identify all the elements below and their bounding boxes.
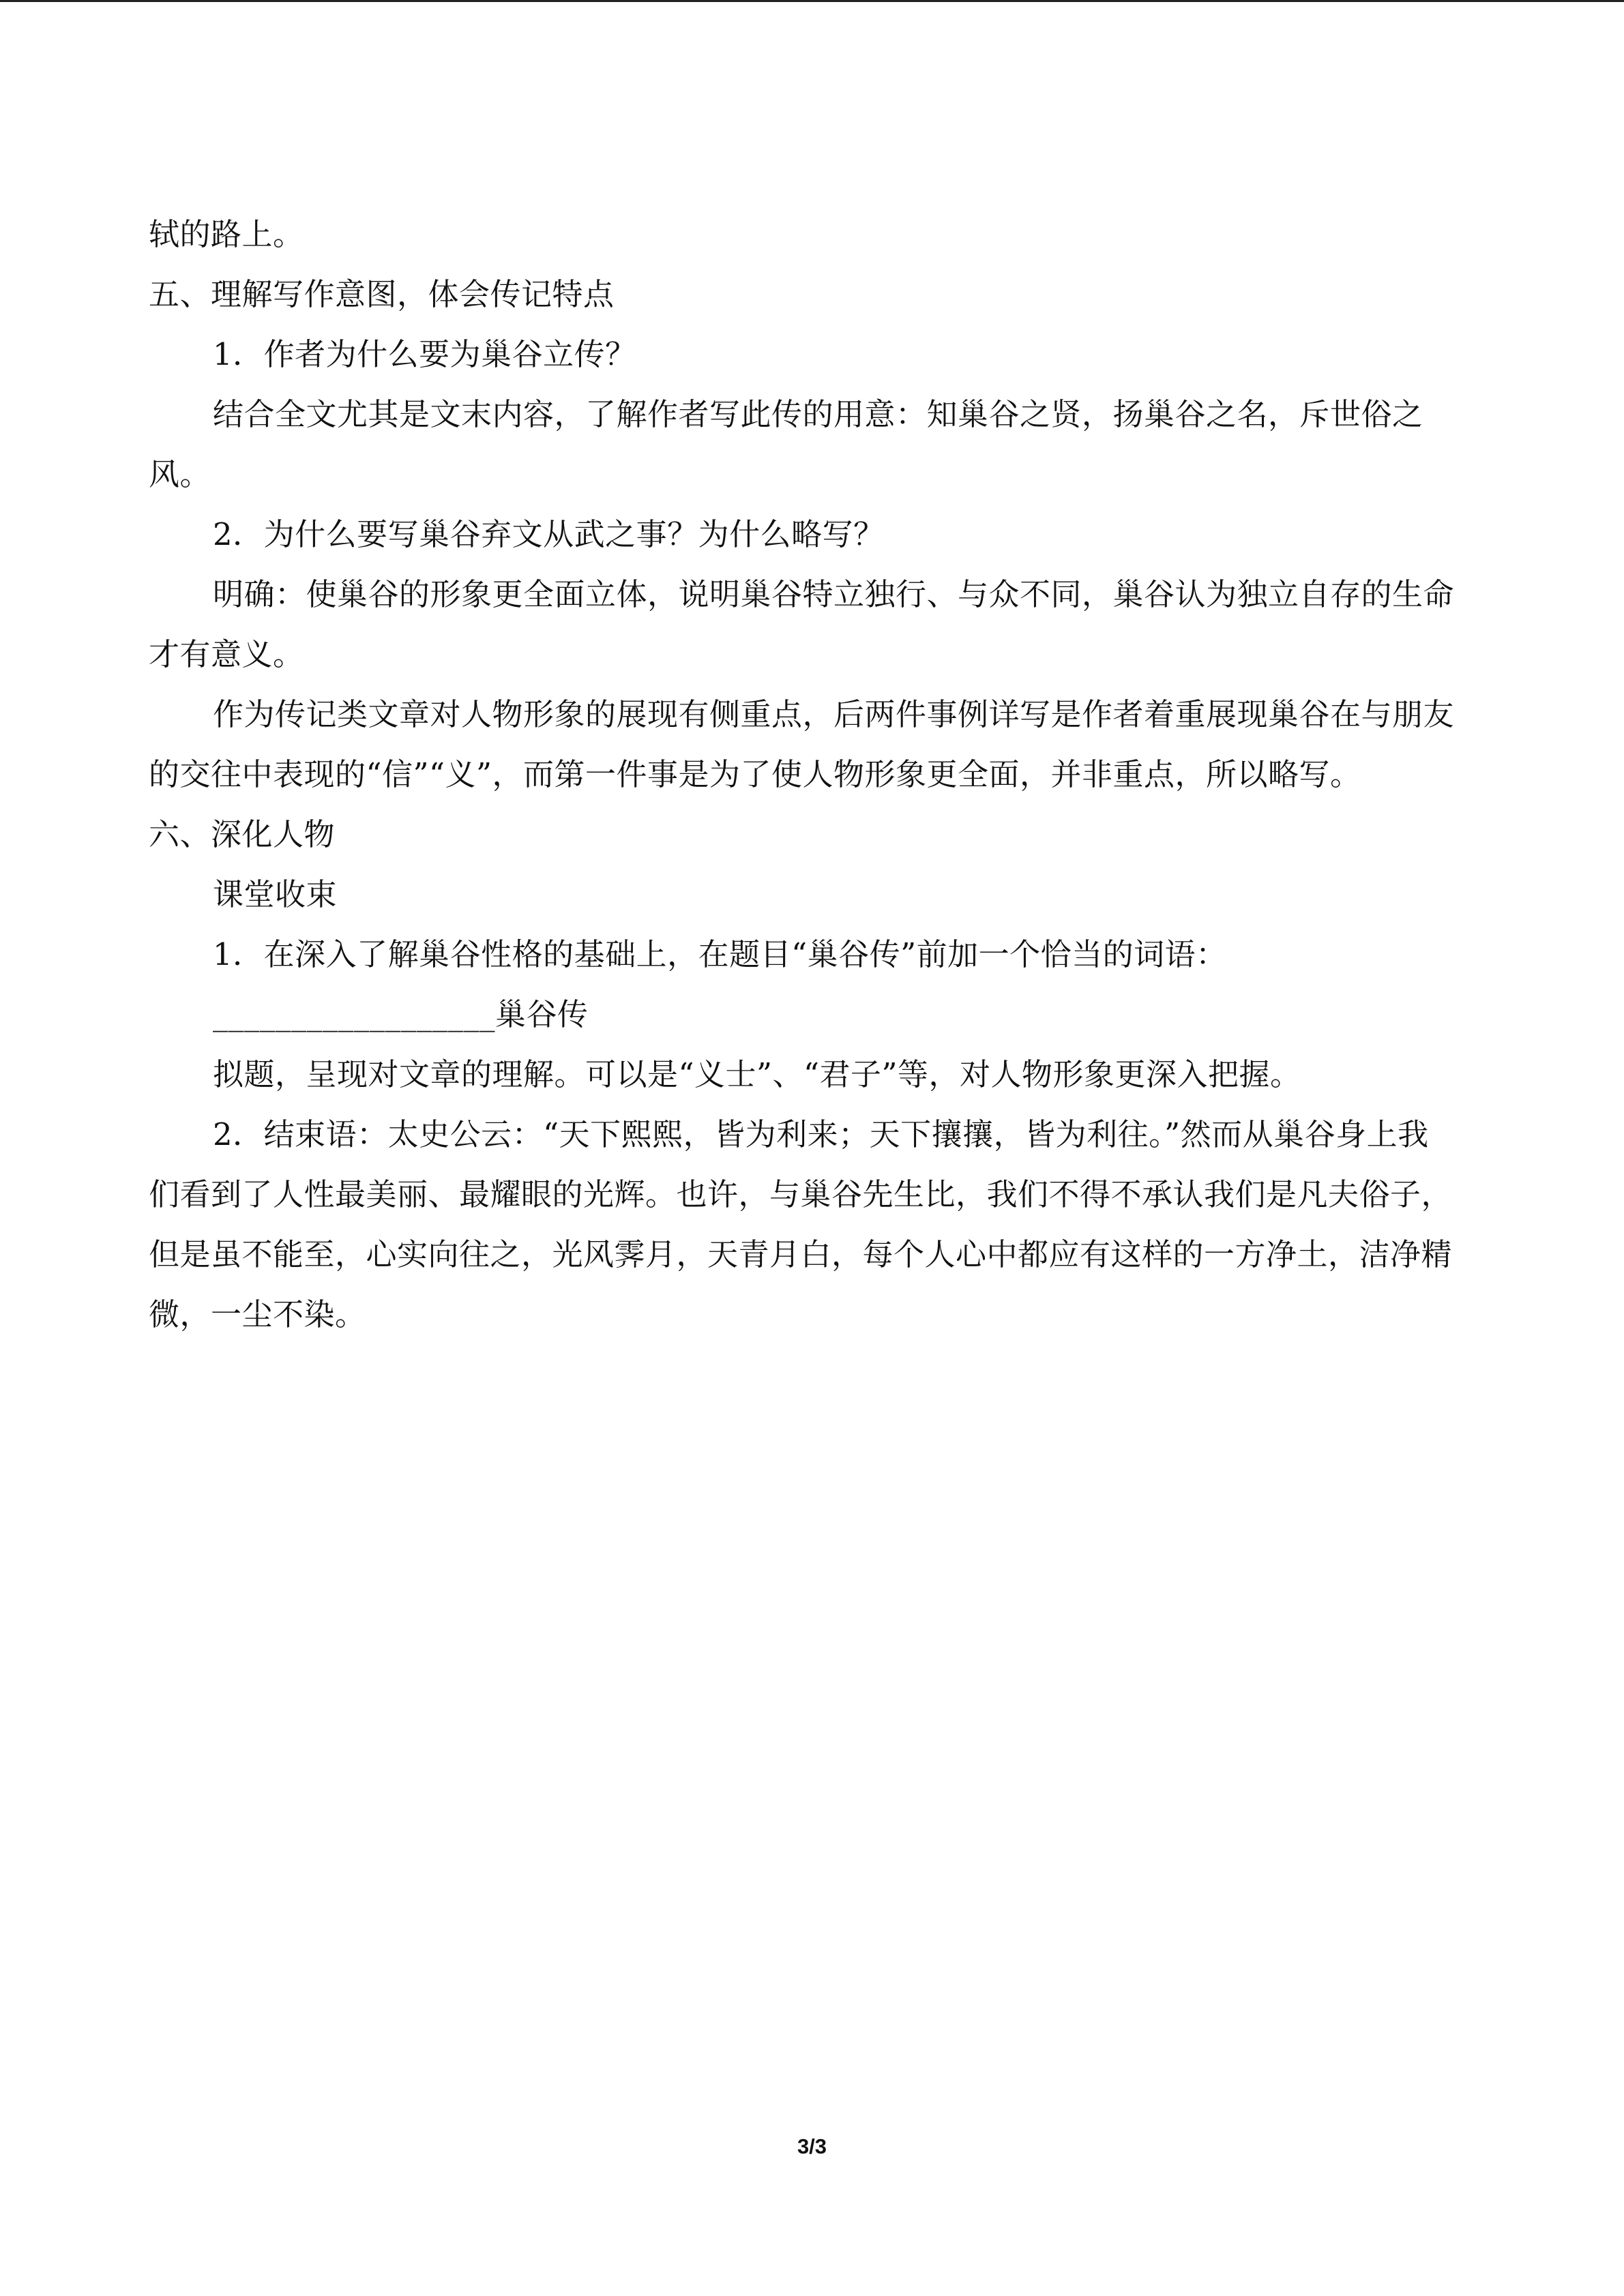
section-heading-5: 五、理解写作意图，体会传记特点 xyxy=(149,276,615,312)
answer-2-detail: 作为传记类文章对人物形象的展现有侧重点，后两件事例详写是作者着重展现巢谷在与朋友的交往中表现的“信”“义”，而第一件事是为了使人物形象更全面，并非重点，所以略写。 xyxy=(149,696,1455,792)
closing-remarks: 2．结束语：太史公云：“天下熙熙，皆为利来；天下攘攘，皆为利往。”然而从巢谷身上我们看到了人性最美丽、最耀眼的光辉。也许，与巢谷先生比，我们不得不承认我们是凡夫俗子，但是虽不能至，心实向往之，光风霁月，天青月白，每个人心中都应有这样的一方净土，洁净精微，一尘不染。 xyxy=(149,1116,1453,1332)
wrap-up-task-1-answer: 拟题，呈现对文章的理解。可以是“义士”、“君子”等，对人物形象更深入把握。 xyxy=(213,1056,1301,1092)
paragraph-continuation: 轼的路上。 xyxy=(149,216,304,252)
page-number: 3/3 xyxy=(797,2134,827,2158)
wrap-up-task-1: 1．在深入了解巢谷性格的基础上，在题目“巢谷传”前加一个恰当的词语： xyxy=(213,936,1227,972)
page-top-border xyxy=(0,0,1624,2)
question-1: 1．作者为什么要为巢谷立传？ xyxy=(213,336,636,372)
fill-in-blank-title: __________________巢谷传 xyxy=(213,996,589,1032)
subheading-class-wrap-up: 课堂收束 xyxy=(213,876,338,912)
answer-1: 结合全文尤其是文末内容，了解作者写此传的用意：知巢谷之贤，扬巢谷之名，斥世俗之风。 xyxy=(149,396,1423,492)
document-body xyxy=(149,205,1456,1345)
question-2: 2．为什么要写巢谷弃文从武之事？为什么略写？ xyxy=(213,516,885,552)
answer-2: 明确：使巢谷的形象更全面立体，说明巢谷特立独行、与众不同，巢谷认为独立自存的生命才有意义。 xyxy=(149,576,1455,672)
section-heading-6: 六、深化人物 xyxy=(149,816,336,852)
